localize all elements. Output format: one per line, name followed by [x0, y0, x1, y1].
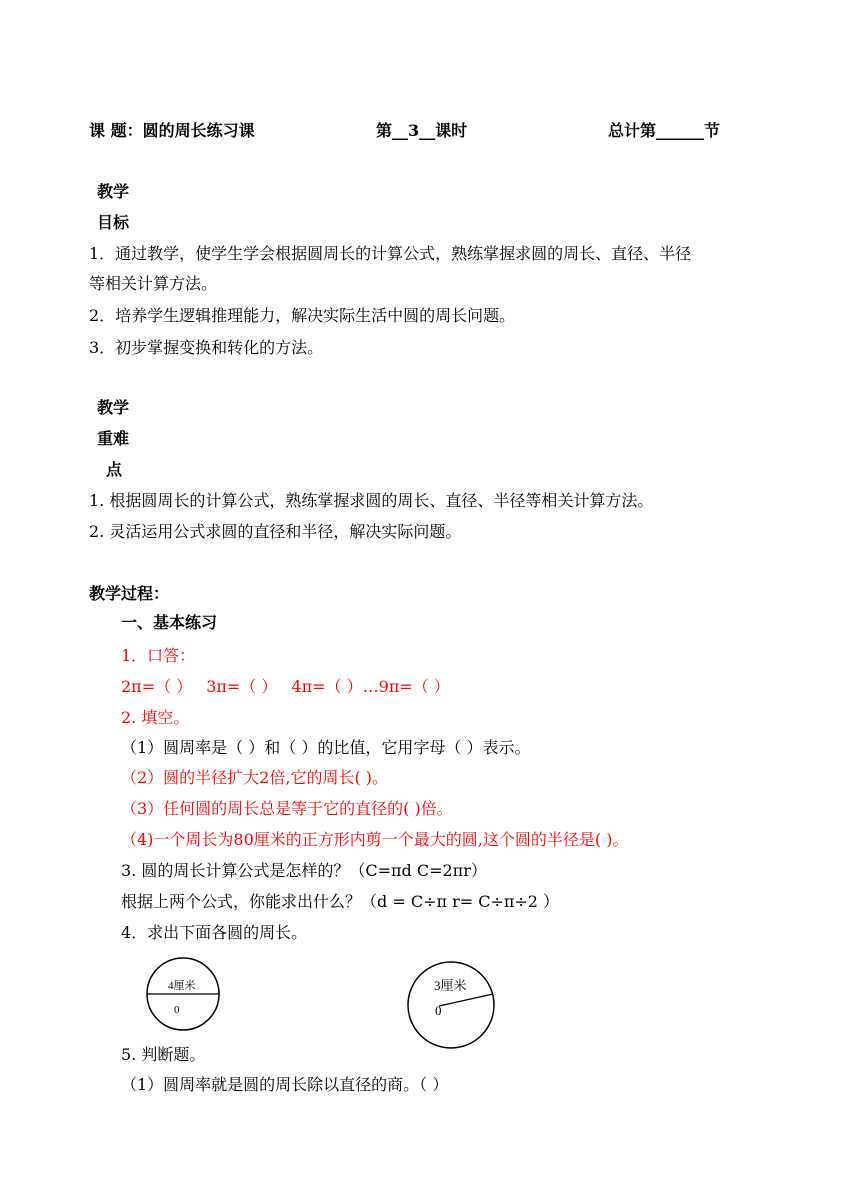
q3-line-2: 根据上两个公式，你能求出什么？（d = C÷π r= C÷π÷2 ）	[121, 892, 560, 911]
q1-item: 4π=（ ）…9π=（ ）	[291, 677, 450, 696]
objectives-label-1: 教学	[97, 182, 130, 201]
keypoints-label-1: 教学	[97, 398, 130, 417]
q1-title: 1．口答：	[121, 646, 196, 665]
objective-item: 1．通过教学，使学生学会根据圆周长的计算公式，熟练掌握求圆的周长、直径、半径	[89, 244, 692, 263]
circle-radius-line	[439, 994, 493, 1006]
q2-item-1: （1）圆周率是（ ）和（ ）的比值，它用字母（ ）表示。	[121, 738, 531, 757]
section-basic-practice: 一、基本练习	[121, 613, 218, 632]
objective-item: 3．初步掌握变换和转化的方法。	[89, 338, 324, 357]
lesson-number	[376, 121, 467, 141]
objectives-label-2: 目标	[97, 213, 130, 232]
keypoint-item: 2. 灵活运用公式求圆的直径和半径，解决实际问题。	[89, 522, 462, 541]
q2-title: 2. 填空。	[121, 708, 190, 727]
q1-item: 3π=（ ）	[206, 677, 278, 696]
keypoints-label-3: 点	[106, 460, 123, 479]
objective-item: 2．培养学生逻辑推理能力，解决实际生活中圆的周长问题。	[89, 306, 516, 325]
objective-item: 等相关计算方法。	[89, 274, 218, 293]
q3-line-1: 3. 圆的周长计算公式是怎样的？（C=πd C=2πr）	[121, 861, 487, 880]
total-prefix: 总计第	[608, 121, 657, 140]
lesson-suffix: 课时	[435, 121, 468, 140]
circle2-center-label: 0	[435, 1003, 442, 1018]
total-suffix: 节	[704, 121, 721, 140]
keypoint-item: 1. 根据圆周长的计算公式，熟练掌握求圆的周长、直径、半径等相关计算方法。	[89, 491, 654, 510]
circle-diagram-2	[406, 960, 496, 1050]
lesson-no: __3__	[392, 121, 436, 140]
lesson-prefix: 第	[376, 121, 393, 140]
circle1-measure-label: 4厘米	[168, 980, 196, 992]
q2-item-3: （3）任何圆的周长总是等于它的直径的( )倍。	[121, 799, 453, 818]
total-count	[608, 121, 720, 141]
q5-item-1: （1）圆周率就是圆的周长除以直径的商。（ ）	[121, 1075, 449, 1094]
q5-title: 5. 判断题。	[121, 1045, 206, 1064]
q4-title: 4．求出下面各圆的周长。	[121, 923, 308, 942]
q1-item: 2π=（ ）	[121, 677, 193, 696]
circle1-center-label: 0	[174, 1004, 180, 1016]
lesson-topic: 课 题：圆的周长练习课	[89, 121, 255, 140]
keypoints-label-2: 重难	[97, 429, 130, 448]
q1-items	[121, 677, 450, 697]
total-blank: ______	[656, 121, 705, 140]
circle-diagram-1	[145, 956, 221, 1032]
circle-outline	[408, 962, 494, 1048]
circle2-measure-label: 3厘米	[434, 978, 467, 993]
q2-item-2: （2）圆的半径扩大2倍,它的周长( )。	[121, 768, 389, 787]
q2-item-4: （4)一个周长为80厘米的正方形内剪一个最大的圆,这个圆的半径是( )。	[121, 830, 629, 849]
process-title: 教学过程：	[89, 584, 170, 603]
